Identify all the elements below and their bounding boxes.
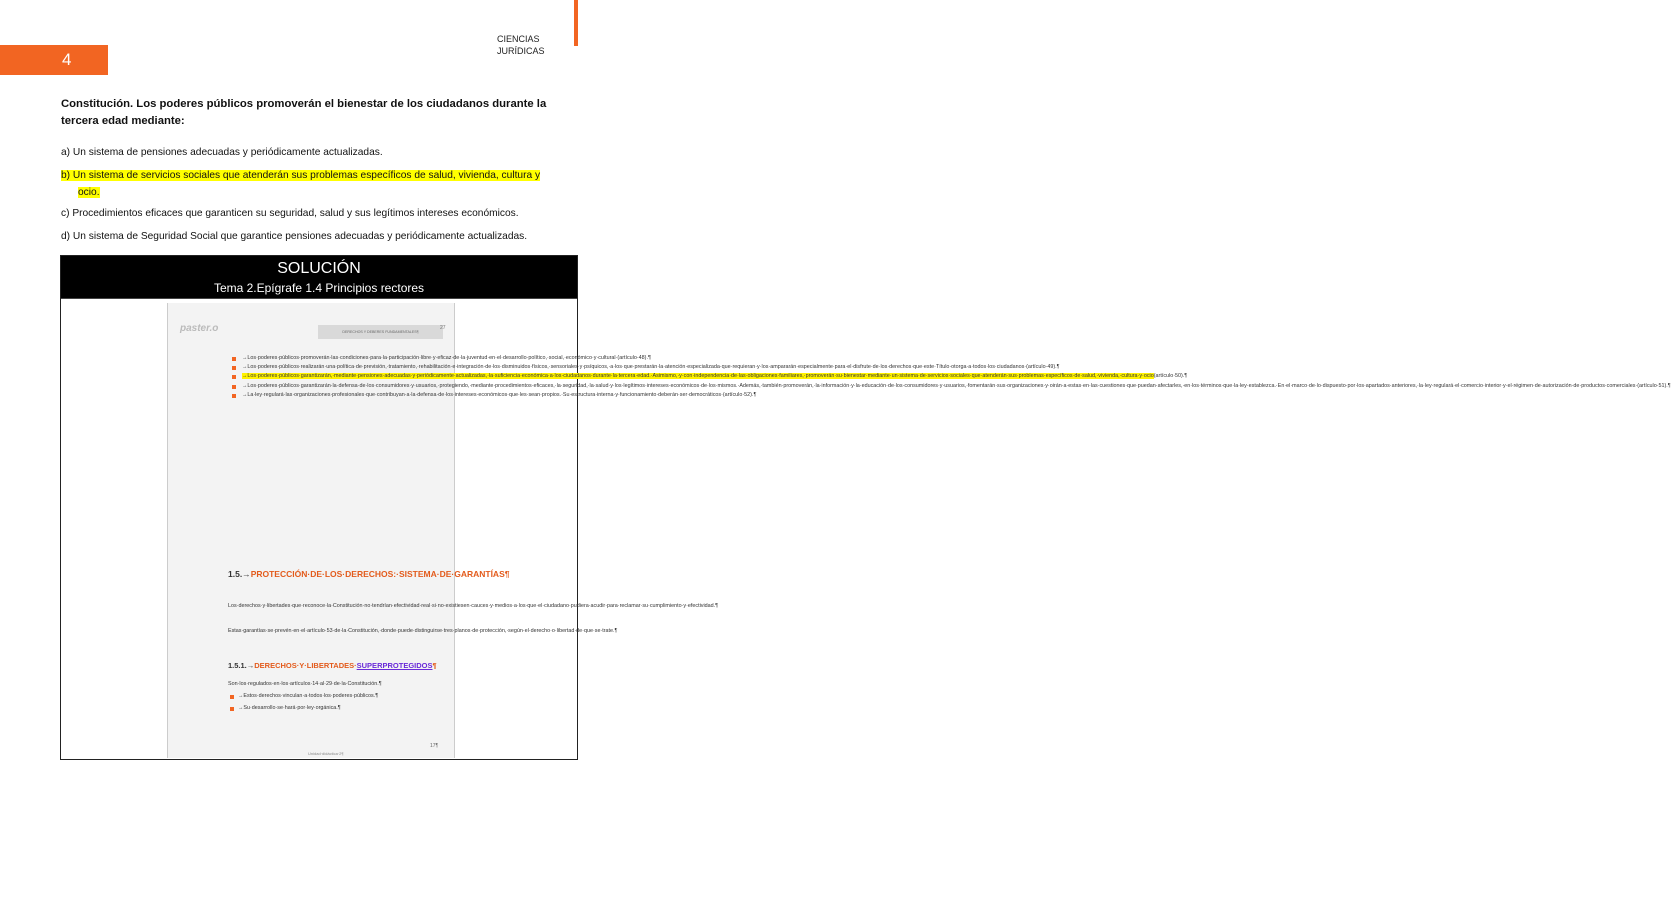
orange-square-icon [230,695,234,699]
doc-page-ref: 27 [440,325,446,331]
doc-bullet: →Los·poderes·públicos·realizarán·una·política·de·previsión,·tratamiento,·rehabilitación·e·integración·de·los·disminuidos·físicos,·sensoriales·y·psíquicos,·a·los·que·prestarán·la·atención·especializada·que·requieran·y·los·ampararán·especialmente·para·el·disfrute·de·los·derechos·que·este·Título·otorga·a·todos·los·ciudadanos·(artículo·49).¶ [232,364,442,371]
doc-chapter-tag: DERECHOS Y DEBERES FUNDAMENTALES¶ [318,325,443,339]
option-c: c) Procedimientos eficaces que garanticen su seguridad, salud y sus legítimos intereses económicos. [61,208,519,219]
doc-bullet: →La·ley·regulará·las·organizaciones·profesionales·que·contribuyan·a·la·defensa·de·los·intereses·económicos·que·les·sean·propios.·Su·estructura·interna·y·funcionamiento·deberán·ser·democráticos·(artículo·52).¶ [232,392,442,399]
orange-square-icon [232,357,236,361]
document-screenshot [167,303,1671,758]
doc-paragraph: Los·derechos·y·libertades·que·reconoce·la·Constitución·no·tendrían·efectividad·real·si·no·existiesen·cauces·y·medios·a·los·que·el·ciudadano·pudiera·acudir·para·reclamar·su·cumplimiento·y·efectividad.¶ [228,603,719,609]
doc-bullet-highlighted: →Los·poderes·públicos·garantizarán,·mediante·pensiones·adecuadas·y·periódicamente·actualizadas,·la·suficiencia·económica·a·los·ciudadanos·durante·la·tercera·edad.·Asimismo,·y·con·independencia·de·las·obligaciones·familiares,·promoverán·su·bienestar·mediante·un·sistema·de·servicios·sociales·que·atenderán·sus·problemas·específicos·de·salud,·vivienda,·cultura·y·ocio(artículo·50).¶ [232,373,442,380]
orange-square-icon [232,385,236,389]
doc-paragraph: Estas·garantías·se·prevén·en·el·artículo·53·de·la·Constitución,·donde·puede·distinguirse·tres·planos·de·protección,·según·el·derecho·o·libertad·de·que·se·trate.¶ [228,628,618,634]
section-label-line1: CIENCIAS [497,34,540,44]
option-b-line1: b) Un sistema de servicios sociales que atenderán sus problemas específicos de salud, vivienda, cultura y [61,170,541,181]
orange-square-icon [232,394,236,398]
orange-square-icon [232,366,236,370]
doc-bullet-list [232,355,1671,401]
page-number-badge: 4 [0,45,108,75]
doc-bullet: →Los·poderes·públicos·promoverán·las·condiciones·para·la·participación·libre·y·eficaz·de·la·juventud·en·el·desarrollo·político,·social,·económico·y·cultural·(artículo·48).¶ [232,355,442,362]
option-a: a) Un sistema de pensiones adecuadas y periódicamente actualizadas. [61,147,383,158]
doc-logo: paster.o [180,323,219,334]
doc-sub-bullet: →Estos·derechos·vinculan·a·todos·los·poderes·públicos.¶ [238,693,438,700]
solution-header [61,256,577,299]
solution-title: SOLUCIÓN [277,260,361,277]
solution-subtitle: Tema 2.Epígrafe 1.4 Principios rectores [213,281,425,295]
option-d: d) Un sistema de Seguridad Social que garantice pensiones adecuadas y periódicamente actualizadas. [61,231,528,242]
doc-bullet: →Los·poderes·públicos·garantizarán·la·defensa·de·los·consumidores·y·usuarios,·protegiendo,·mediante·procedimientos·eficaces,·la·seguridad,·la·salud·y·los·legítimos·intereses·económicos·de·los·mismos.·Además,·también·promoverán,·la·información·y·la·educación·de·los·consumidores·y·usuarios,·fomentarán·sus·organizaciones·y·oirán·a·estas·en·las·cuestiones·que·puedan·afectarles,·en·los·términos·que·la·ley·establezca.·En·el·marco·de·lo·dispuesto·por·los·apartados·anteriores,·la·ley·regulará·el·comercio·interior·y·el·régimen·de·autorización·de·productos·comerciales·(artículo·51).¶ [232,383,442,390]
doc-footer: Unidad·didáctica·2¶ [308,751,344,756]
doc-heading-1-5-1: 1.5.1.→DERECHOS·Y·LIBERTADES·SUPERPROTEGIDOS¶ [228,661,437,670]
doc-sub-bullet: →Su·desarrollo·se·hará·por·ley·orgánica.¶ [238,705,438,712]
option-b [61,167,573,201]
section-label [497,33,545,57]
options-list [61,144,573,251]
option-b-line2: ocio. [78,187,100,198]
orange-square-icon [230,707,234,711]
doc-heading-1-5: 1.5.→PROTECCIÓN·DE·LOS·DERECHOS:·SISTEMA·DE·GARANTÍAS¶ [228,569,510,579]
section-label-line2: JURÍDICAS [497,46,545,56]
doc-footer-page: 17¶ [430,743,439,749]
question-text: Constitución. Los poderes públicos promoverán el bienestar de los ciudadanos durante la tercera edad mediante: [61,98,547,127]
orange-square-icon [232,375,236,379]
doc-paragraph: Son·los·regulados·en·los·artículos·14·al·29·de·la·Constitución.¶ [228,681,382,687]
orange-accent-bar [574,0,578,46]
highlight-art50: →Los·poderes·públicos·garantizarán,·mediante·pensiones·adecuadas·y·periódicamente·actualizadas,·la·suficiencia·económica·a·los·ciudadanos·durante·la·tercera·edad.·Asimismo,·y·con·independencia·de·las·obligaciones·familiares,·promoverán·su·bienestar·mediante·un·sistema·de·servicios·sociales·que·atenderán·sus·problemas·específicos·de·salud,·vivienda,·cultura·y·ocio [242,373,1154,380]
